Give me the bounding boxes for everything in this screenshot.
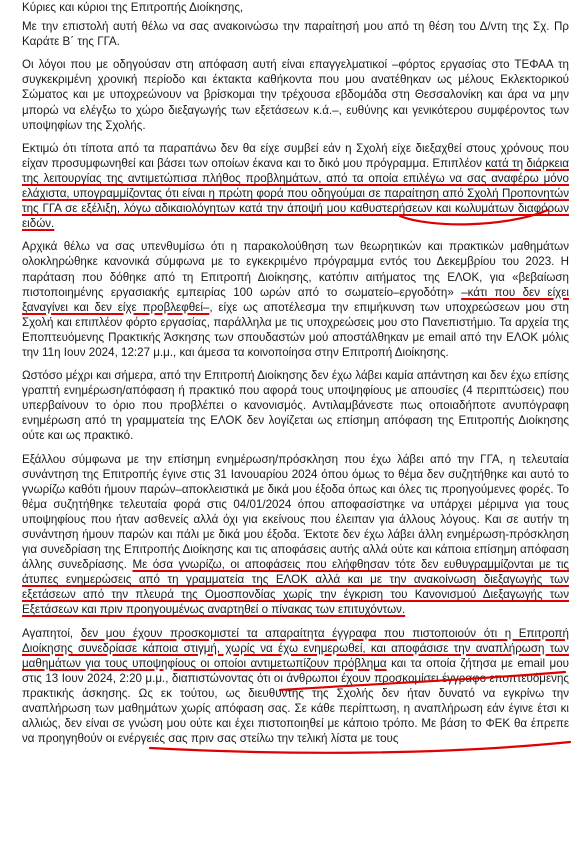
paragraph-reasons: Οι λόγοι που με οδηγούσαν στη απόφαση αυτή είναι επαγγελματικοί –φόρτος εργασίας στο ΤΕΦΑΑ τη συγκεκριμένη χρονική περίοδο και έκτακτα καθήκοντα που μου ανατέθηκαν ως μέλους Εκλεκτορικού Σώματος και με υποχρεώνουν να βρίσκομαι την τρέχουσα εβδομάδα στη Θεσσαλονίκη και άρα να μην μπορώ να ελέγξω το χώρο διεξαγωγής των εξετάσεων κ.ά.–, ευθύνης και γενικότερου συμφέροντος των υποψηφίων της Σχολής.	[22, 58, 569, 132]
paragraph-meetings	[22, 452, 569, 618]
paragraph-documents-text: και τα οποία ζήτησα με email μου στις 13 Ιουν 2024, 2:20 μ.μ., διαπιστώνοντας ότι οι άνθρωποι έχουν προσκομίσει έγγραφο εποπτευόμενης πρακτικής άσκησης. Ως εκ τούτου, ως διευθυντής της Σχολής δεν ήταν δυνατό να εγκρίνω την αναπλήρωση των μαθημάτων χωρίς απόφαση σας. Σε κάθε περίπτωση, η αναπλήρωση εάν έγινε έτσι κι αλλιώς, δεν είναι σε γνώση μου ούτε και έχει πιστοποιηθεί με κάποιο τρόπο. Με βάση το ΦΕΚ θα έπρεπε να προηγηθούν οι ενέργειές σας πριν σας στείλω την τελική λίστα με τους	[22, 656, 569, 746]
greeting: Κύριες και κύριοι της Επιτροπής Διοίκησης,	[22, 1, 244, 14]
paragraph-extension	[22, 239, 569, 360]
letter-body	[22, 0, 569, 754]
paragraph-no-response: Ωστόσο μέχρι και σήμερα, από την Επιτροπή Διοίκησης δεν έχω λάβει καμία απάντηση και δεν έχω επίσης γραπτή ενημέρωση/απόφαση ή πρακτικό που αφορά τους υποψηφίους με απουσίες (4 περιπτώσεις) που υπερβαίνουν το όριο που προβλέπει ο κανονισμός. Αντιλαμβάνεστε πως οποιαδήποτε ανυπόγραφη ενημέρωση από τη γραμματεία της ΕΛΟΚ δεν λογίζεται ως επίσημη απόφαση της Επιτροπής Διοίκησης ούτε και ως πρακτικό.	[22, 369, 569, 443]
highlighted-text-decisions: Με όσα γνωρίζω, οι αποφάσεις που ελήφθησαν τότε δεν ευθυγραμμίζονται με τις άτυπες ενημερώσεις από τη γραμματεία της ΕΛΟΚ αλλά και με την ανακοίνωση διεξαγωγής των εξετάσεων από την πλευρά της Ομοσπονδίας χωρίς την έγκριση του Κανονισμού Διεξαγωγής των Εξετάσεων και πριν προηγουμένως αναρτηθεί ο πίνακας των επιτυχόντων.	[22, 558, 569, 617]
highlighted-text-problems: κατά τη διάρκεια της λειτουργίας της αντιμετώπισα πλήθος προβλημάτων, από τα οποία επιλέγω να σας αναφέρω μόνο ελάχιστα, υπογραμμίζοντας ότι είναι η πρώτη φορά που οδηγούμαι σε παραίτηση από Σχολή Προπονητών της ΓΓΑ σε εξέλιξη, λόγω αδικαιολόγητων κατά την άποψή μου καθυστερήσεων και κωλυμάτων διαφόρων ειδών.	[22, 156, 569, 231]
highlighted-text-documents: δεν μου έχουν προσκομιστεί τα απαραίτητα έγγραφα που πιστοποιούν ότι η Επιτροπή Διοίκησης συνεδρίασε κάποια στιγμή, χωρίς να έχω ενημερωθεί, και αποφάσισε την αναπλήρωση των μαθημάτων για τους υποψηφίους οι οποίοι αντιμετωπίζουν πρόβλημα	[22, 626, 569, 670]
paragraph-documents-salutation: Αγαπητοί,	[22, 626, 81, 640]
paragraph-problems-text: Εκτιμώ ότι τίποτα από τα παραπάνω δεν θα είχε συμβεί εάν η Σχολή είχε διεξαχθεί στους χρόνους που είχαν προσυμφωνηθεί και βάσει των οποίων έκανα και το δικό μου πρόγραμμα. Επιπλέον	[22, 141, 569, 170]
paragraph-documents	[22, 626, 569, 747]
paragraph-problems	[22, 141, 569, 232]
paragraph-extension-text-end: , είχε ως αποτέλεσμα την επιμήκυνση των υποχρεώσεων μου στη Σχολή και επιπλέον φόρτο εργασίας, παράλληλα με τις υποχρεώσεις μου στο Πανεπιστήμιο. Τα αρχεία της Εποπτευόμενης Πρακτικής Άσκησης των σπουδαστών μού αποστάλθηκαν με email από την ΕΛΟΚ μόλις την 11η Ιουν 2024, 12:27 μ.μ., και άμεσα τα κοινοποίησα στην Επιτροπή Διοίκησης.	[22, 300, 569, 359]
paragraph-extension-text: Αρχικά θέλω να σας υπενθυμίσω ότι η παρακολούθηση των θεωρητικών και πρακτικών μαθημάτων ολοκληρώθηκε κανονικά σύμφωνα με το εγκεκριμένο πρόγραμμα εντός του Δεκεμβρίου του 2023. Η παράταση που δόθηκε από τη Επιτροπή Διοίκησης, κατόπιν αιτήματος της ΕΛΟΚ, για «βεβαίωση πιστοποιημένης εργασιακής εμπειρίας 100 ωρών από το σωματείο–εργοδότη»	[22, 240, 569, 299]
paragraph-meetings-text: Εξάλλου σύμφωνα με την επίσημη ενημέρωση/πρόσκληση που έχω λάβει από την ΓΓΑ, η τελευταία συνάντηση της Επιτροπής έγινε στις 31 Ιανουαρίου 2024 όπου όμως το θέμα δεν συζητήθηκε και αυτό το γνωρίζω καθότι ήμουν παρών–αποκλειστικά με δικά μου έξοδα όπως και όλες τις προηγούμενες φορές. Το θέμα συζητήθηκε τελευταία φορά στις 04/01/2024 όπου αποφασίστηκε να υπάρχει μέριμνα για τους υποψηφίους που ήταν ασθενείς αλλά όχι για εκείνους που έλειπαν για άλλους λόγους. Και σε αυτήν τη συνάντηση ήμουν παρών και πάλι με δικά μου έξοδα. Έκτοτε δεν έχω λάβει άλλη ενημέρωση-πρόσκληση για συνεδρίαση της Επιτροπής Διοίκησης και τις αποφάσεις αυτής αλλά ούτε και κάποια επίσημη απόφαση άλλης συνεδρίασης.	[22, 452, 569, 572]
highlighted-text-unprecedented: –κάτι που δεν είχει ξαναγίνει και δεν είχε προβλεφθεί–	[22, 285, 569, 314]
paragraph-resignation: Με την επιστολή αυτή θέλω να σας ανακοινώσω την παραίτησή μου από τη θέση του Δ/ντη της Σχ. Πρ Καράτε Β΄ της ΓΓΑ.	[22, 20, 569, 49]
